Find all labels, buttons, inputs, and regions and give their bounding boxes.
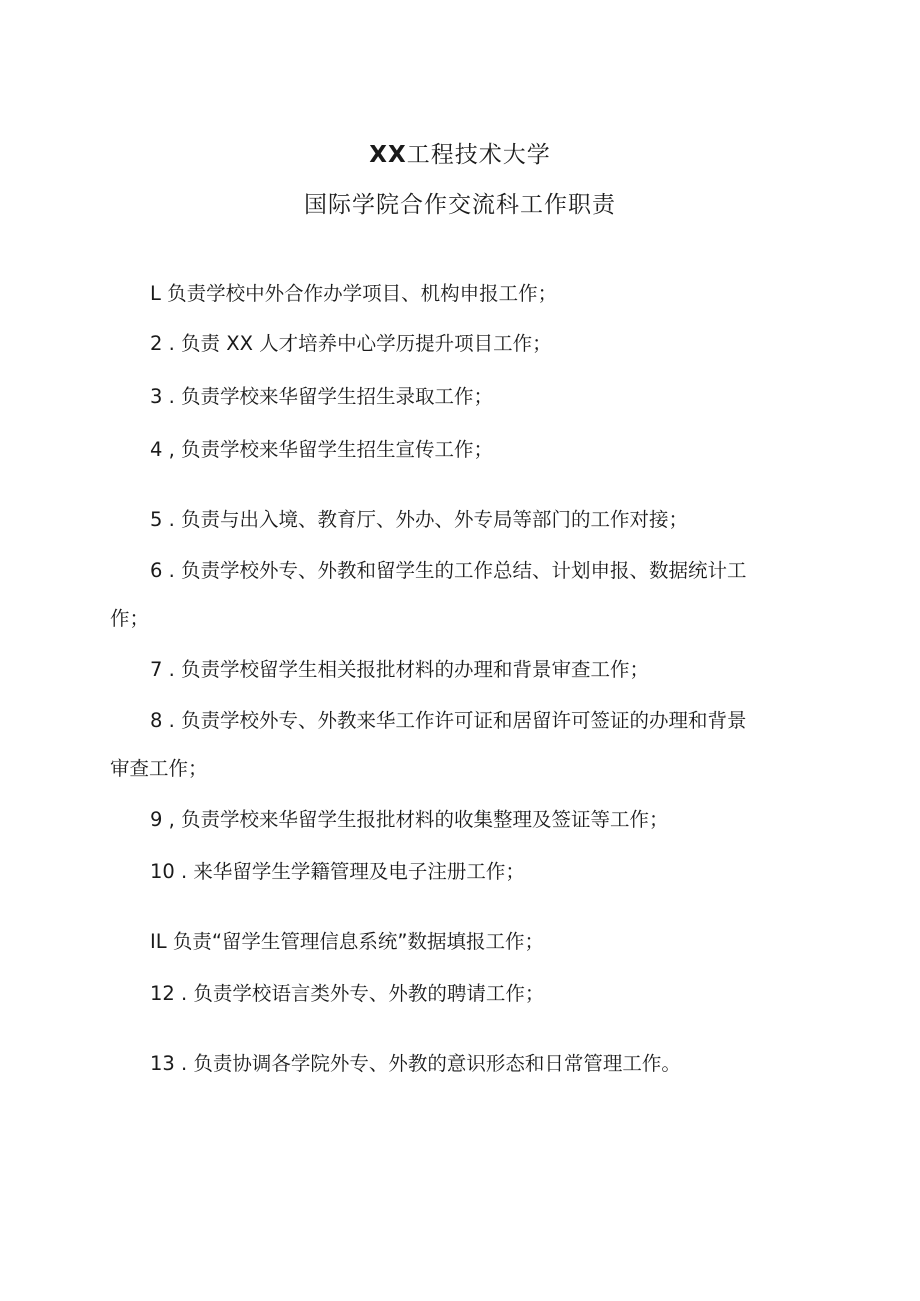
item-text: . 负责协调各学院外专、外教的意识形态和日常管理工作。 [181, 1052, 681, 1075]
item-text-line2: 作； [110, 607, 150, 630]
title-prefix: XX [369, 142, 407, 168]
item-text: . 负责与出入境、教育厅、外办、外专局等部门的工作对接； [168, 508, 689, 531]
item-number: 4 [150, 438, 163, 461]
item-number: 5 [150, 508, 163, 531]
list-item [110, 373, 820, 421]
item-number: 8 [150, 709, 163, 732]
item-text: . 负责学校语言类外专、外教的聘请工作； [181, 982, 545, 1005]
list-item [110, 970, 820, 1018]
document-title [0, 136, 920, 169]
list-item [110, 547, 820, 643]
item-text: . 来华留学生学籍管理及电子注册工作； [181, 860, 525, 883]
list-item [110, 848, 820, 896]
list-item [110, 320, 820, 368]
item-number: IL [150, 930, 167, 953]
item-number: 6 [150, 559, 163, 582]
list-item [110, 496, 820, 544]
item-number: 13 [150, 1052, 175, 1075]
list-item [110, 1040, 820, 1088]
document-subtitle: 国际学院合作交流科工作职责 [304, 192, 616, 218]
item-text: . 负责学校留学生相关报批材料的办理和背景审查工作； [168, 658, 650, 681]
item-number: 3 [150, 385, 163, 408]
list-item [110, 918, 820, 966]
item-number: L [150, 282, 161, 305]
list-item [110, 270, 820, 318]
item-text: . 负责学校来华留学生招生录取工作； [168, 385, 494, 408]
item-number: 12 [150, 982, 175, 1005]
item-number: 10 [150, 860, 175, 883]
list-item [110, 697, 820, 793]
item-text: , 负责学校来华留学生招生宣传工作； [168, 438, 494, 461]
item-text: 负责学校中外合作办学项目、机构申报工作； [167, 282, 558, 305]
list-item [110, 796, 820, 844]
item-number: 9 [150, 808, 163, 831]
title-main: 工程技术大学 [406, 142, 551, 168]
list-item [110, 646, 820, 694]
item-text-line1: . 负责学校外专、外教和留学生的工作总结、计划申报、数据统计工 [168, 559, 747, 582]
item-text: 负责“留学生管理信息系统”数据填报工作； [172, 930, 545, 953]
item-number: 2 [150, 332, 163, 355]
item-number: 7 [150, 658, 163, 681]
item-text-line1: . 负责学校外专、外教来华工作许可证和居留许可签证的办理和背景 [168, 709, 747, 732]
list-item [110, 426, 820, 474]
item-text: . 负责 XX 人才培养中心学历提升项目工作； [168, 332, 552, 355]
item-text: , 负责学校来华留学生报批材料的收集整理及签证等工作； [168, 808, 669, 831]
item-text-line2: 审查工作； [110, 757, 208, 780]
